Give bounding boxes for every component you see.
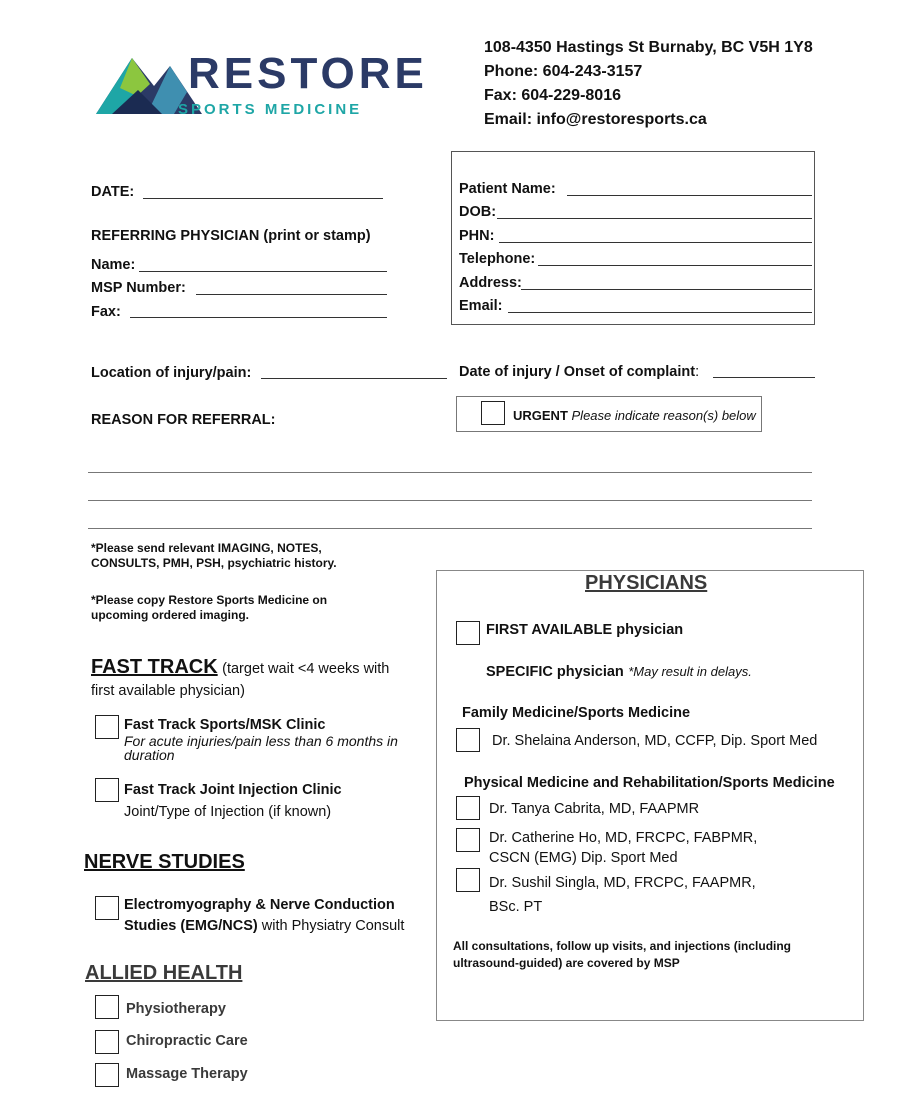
contact-block bbox=[484, 36, 813, 132]
fast-track-msk-desc: For acute injuries/pain less than 6 months in duration bbox=[124, 733, 398, 763]
date-field[interactable] bbox=[143, 198, 383, 199]
clinic-fax: Fax: 604-229-8016 bbox=[484, 87, 621, 104]
patient-dob-field[interactable] bbox=[497, 218, 812, 219]
dr-cabrita-checkbox[interactable] bbox=[456, 796, 480, 820]
dr-singla-label: Dr. Sushil Singla, MD, FRCPC, FAAPMR, BSc. PT bbox=[489, 875, 756, 915]
patient-address-field[interactable] bbox=[521, 289, 812, 290]
allied-health-heading: ALLIED HEALTH bbox=[85, 962, 243, 984]
dr-anderson-label: Dr. Shelaina Anderson, MD, CCFP, Dip. Sport Med bbox=[492, 733, 818, 749]
copy-imaging-note: *Please copy Restore Sports Medicine on upcoming ordered imaging. bbox=[91, 593, 328, 622]
family-medicine-heading: Family Medicine/Sports Medicine bbox=[462, 705, 691, 721]
dr-singla-checkbox[interactable] bbox=[456, 868, 480, 892]
patient-name-field[interactable] bbox=[567, 195, 812, 196]
fast-track-subtitle: first available physician) bbox=[91, 683, 245, 699]
physiotherapy-checkbox[interactable] bbox=[95, 995, 119, 1019]
imaging-note: *Please send relevant IMAGING, NOTES, CONSULTS, PMH, PSH, psychiatric history. bbox=[91, 541, 337, 570]
reason-line-1[interactable] bbox=[88, 472, 812, 473]
massage-therapy-label: Massage Therapy bbox=[126, 1066, 248, 1082]
injury-date-field[interactable] bbox=[713, 377, 815, 378]
urgent-checkbox[interactable] bbox=[481, 401, 505, 425]
physiotherapy-label: Physiotherapy bbox=[126, 1001, 226, 1017]
chiropractic-checkbox[interactable] bbox=[95, 1030, 119, 1054]
fast-track-injection-checkbox[interactable] bbox=[95, 778, 119, 802]
nerve-studies-heading: NERVE STUDIES bbox=[84, 851, 245, 873]
physicians-heading: PHYSICIANS bbox=[585, 572, 708, 594]
emg-ncs-line2: Studies (EMG/NCS) with Physiatry Consult bbox=[124, 918, 405, 934]
clinic-phone: Phone: 604-243-3157 bbox=[484, 63, 643, 80]
reason-line-2[interactable] bbox=[88, 500, 812, 501]
patient-dob-label: DOB: bbox=[459, 204, 497, 220]
patient-email-label: Email: bbox=[459, 298, 503, 314]
referring-physician-heading: REFERRING PHYSICIAN (print or stamp) bbox=[91, 228, 371, 244]
msp-number-field[interactable] bbox=[196, 294, 387, 295]
date-label: DATE: bbox=[91, 184, 135, 200]
physician-name-field[interactable] bbox=[139, 271, 387, 272]
physician-fax-label: Fax: bbox=[91, 304, 121, 320]
injury-date-label: Date of injury / Onset of complaint: bbox=[459, 364, 700, 380]
clinic-address: 108-4350 Hastings St Burnaby, BC V5H 1Y8 bbox=[484, 39, 813, 56]
fast-track-heading: FAST TRACK (target wait <4 weeks with bbox=[91, 656, 390, 678]
msp-number-label: MSP Number: bbox=[91, 280, 186, 296]
dr-cabrita-label: Dr. Tanya Cabrita, MD, FAAPMR bbox=[489, 801, 700, 817]
injury-location-label: Location of injury/pain: bbox=[91, 365, 252, 381]
reason-line-3[interactable] bbox=[88, 528, 812, 529]
injury-location-field[interactable] bbox=[261, 378, 447, 379]
pmr-heading: Physical Medicine and Rehabilitation/Sports Medicine bbox=[464, 775, 835, 791]
patient-phn-label: PHN: bbox=[459, 228, 495, 244]
patient-name-label: Patient Name: bbox=[459, 181, 556, 197]
msp-coverage-note: All consultations, follow up visits, and injections (including ultrasound-guided) are covered by MSP bbox=[453, 939, 792, 970]
clinic-email: Email: info@restoresports.ca bbox=[484, 111, 707, 128]
logo-tagline: SPORTS MEDICINE bbox=[178, 101, 363, 118]
physician-fax-field[interactable] bbox=[130, 317, 387, 318]
dr-anderson-checkbox[interactable] bbox=[456, 728, 480, 752]
patient-info-box bbox=[451, 151, 815, 325]
logo-wordmark: RESTORE bbox=[188, 49, 428, 98]
patient-telephone-field[interactable] bbox=[538, 265, 812, 266]
first-available-checkbox[interactable] bbox=[456, 621, 480, 645]
patient-address-label: Address: bbox=[459, 275, 522, 291]
fast-track-msk-title: Fast Track Sports/MSK Clinic bbox=[124, 717, 326, 733]
fast-track-injection-title: Fast Track Joint Injection Clinic bbox=[124, 782, 342, 798]
physician-name-label: Name: bbox=[91, 257, 136, 273]
patient-telephone-label: Telephone: bbox=[459, 251, 536, 267]
fast-track-msk-checkbox[interactable] bbox=[95, 715, 119, 739]
dr-ho-label: Dr. Catherine Ho, MD, FRCPC, FABPMR, CSCN (EMG) Dip. Sport Med bbox=[489, 830, 758, 866]
urgent-text: URGENT Please indicate reason(s) below bbox=[513, 408, 756, 423]
chiropractic-label: Chiropractic Care bbox=[126, 1033, 248, 1049]
reason-for-referral-label: REASON FOR REFERRAL: bbox=[91, 412, 276, 428]
fast-track-injection-desc: Joint/Type of Injection (if known) bbox=[124, 804, 332, 820]
emg-ncs-checkbox[interactable] bbox=[95, 896, 119, 920]
massage-therapy-checkbox[interactable] bbox=[95, 1063, 119, 1087]
specific-physician-label: SPECIFIC physician *May result in delays. bbox=[486, 664, 752, 680]
patient-email-field[interactable] bbox=[508, 312, 812, 313]
first-available-label: FIRST AVAILABLE physician bbox=[486, 622, 684, 638]
emg-ncs-title: Electromyography & Nerve Conduction bbox=[124, 897, 395, 913]
restore-logo bbox=[92, 48, 428, 120]
dr-ho-checkbox[interactable] bbox=[456, 828, 480, 852]
patient-phn-field[interactable] bbox=[499, 242, 812, 243]
